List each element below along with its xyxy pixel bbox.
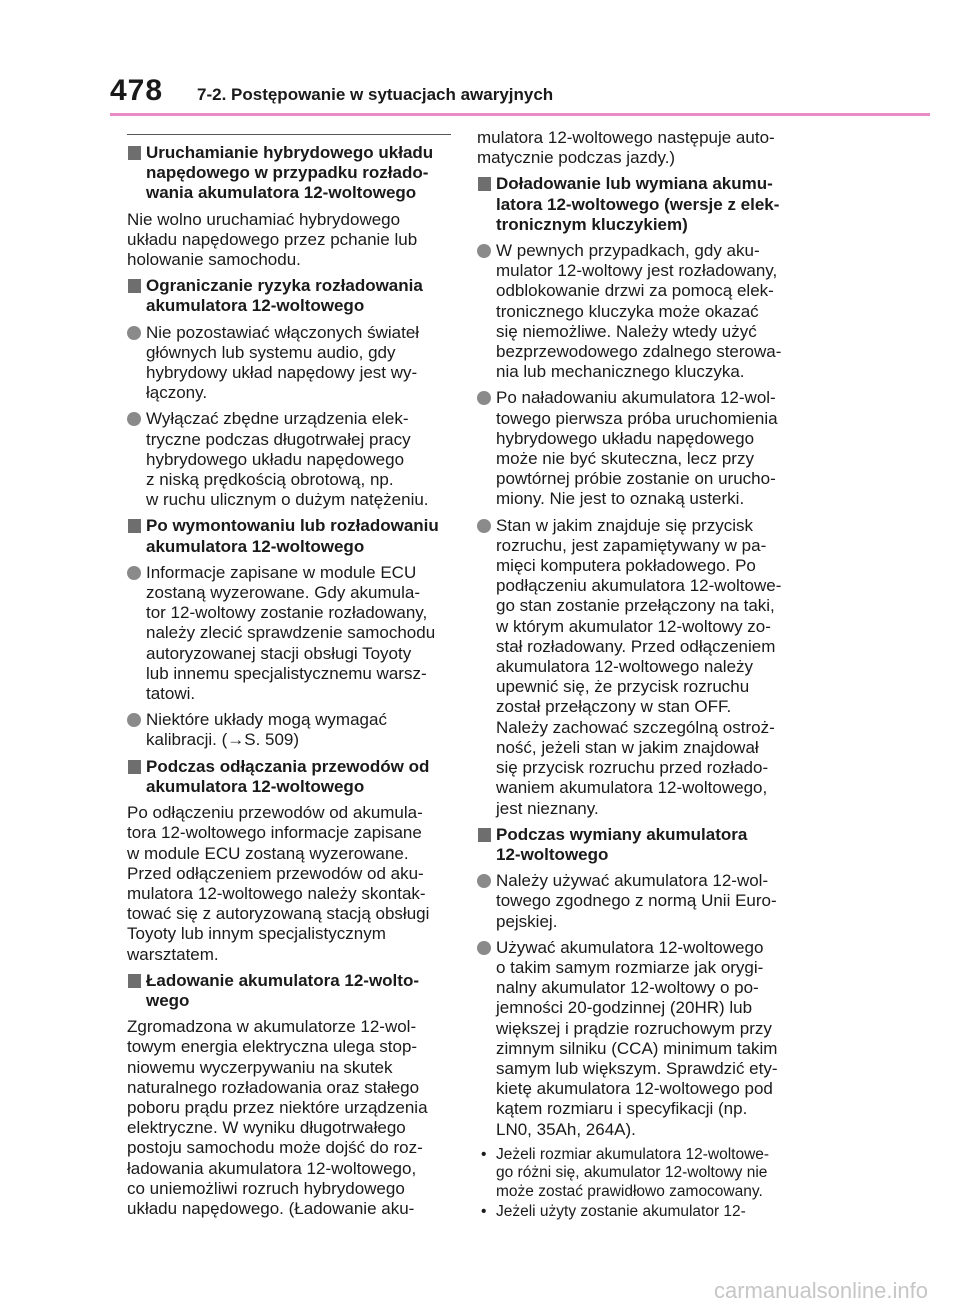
text-line: powtórnej próbie zostanie on urucho-: [496, 469, 776, 489]
left-column: [127, 140, 457, 1225]
bullet-item: [127, 710, 457, 750]
text-line: tować się z autoryzowaną stacją obsługi: [127, 904, 430, 924]
text-line: o takim samym rozmiarze jak orygi-: [496, 957, 764, 977]
section-heading: [127, 143, 457, 204]
paragraph: [477, 128, 807, 168]
text-line: hybrydowego układu napędowego: [146, 449, 405, 469]
small-bullet-icon: •: [481, 1202, 487, 1220]
section-title: 7-2. Postępowanie w sytuacjach awaryjnych: [197, 85, 554, 104]
text-line: elektryczne. W wyniku długotrwałego: [127, 1118, 406, 1138]
text-line: nia lub mechanicznego kluczyka.: [496, 362, 745, 382]
text-line: tronicznym kluczykiem): [496, 214, 688, 234]
text-line: naturalnego rozładowania oraz stałego: [127, 1077, 420, 1097]
paragraph: [127, 803, 457, 965]
small-bullet-icon: •: [481, 1145, 487, 1163]
header-rule: [110, 113, 930, 116]
text-line: matycznie podczas jazdy.): [477, 148, 676, 168]
text-line: Przed odłączeniem przewodów od aku-: [127, 863, 424, 883]
text-line: został przełączony w stan OFF.: [496, 697, 732, 717]
text-line: tor 12-woltowy zostanie rozładowany,: [146, 603, 428, 623]
page-number: 478: [110, 74, 164, 107]
text-line: łączony.: [146, 383, 208, 403]
text-line: Podczas odłączania przewodów od: [146, 756, 430, 776]
text-line: odblokowanie drzwi za pomocą elek-: [496, 281, 774, 301]
text-line: Po odłączeniu przewodów od akumula-: [127, 803, 423, 823]
bullet-dot-icon: [477, 244, 491, 258]
text-line: waniem akumulatora 12-woltowego,: [496, 778, 768, 798]
text-line: mulatora 12-woltowego należy skontak-: [127, 883, 426, 903]
text-line: kalibracji. (→S. 509): [146, 730, 300, 750]
text-line: Nie wolno uruchamiać hybrydowego: [127, 209, 401, 229]
text-line: Toyoty lub innym specjalistycznym: [127, 924, 386, 944]
text-line: zostaną wyzerowane. Gdy akumula-: [146, 583, 421, 603]
text-line: go stan zostanie przełączony na taki,: [496, 596, 775, 616]
text-line: co uniemożliwi rozruch hybrydowego: [127, 1178, 405, 1198]
text-line: Po wymontowaniu lub rozładowaniu: [146, 516, 439, 536]
text-line: Wyłączać zbędne urządzenia elek-: [146, 409, 409, 429]
paragraph: [127, 210, 457, 271]
bullet-item: [127, 323, 457, 404]
text-line: holowanie samochodu.: [127, 250, 301, 270]
text-line: Niektóre układy mogą wymagać: [146, 710, 387, 730]
square-marker-icon: [128, 279, 141, 293]
text-line: warsztatem.: [127, 944, 219, 964]
text-line: tora 12-woltowego informacje zapisane: [127, 823, 422, 843]
right-column: [477, 128, 807, 1223]
text-line: kątem rozmiaru i specyfikacji (np.: [496, 1099, 748, 1119]
text-line: towym energia elektryczna ulega stop-: [127, 1037, 418, 1057]
text-line: akumulatora 12-woltowego należy: [496, 657, 754, 677]
dash-item: [477, 1203, 807, 1221]
text-line: Ograniczanie ryzyka rozładowania: [146, 276, 423, 296]
text-line: towego zgodnego z normą Unii Euro-: [496, 891, 777, 911]
bullet-item: [477, 516, 807, 819]
text-line: W pewnych przypadkach, gdy aku-: [496, 241, 760, 261]
square-marker-icon: [128, 974, 141, 988]
text-line: się niemożliwe. Należy wtedy użyć: [496, 321, 757, 341]
text-line: tryczne podczas długotrwałej pracy: [146, 429, 411, 449]
text-line: akumulatora 12-woltowego: [146, 776, 365, 796]
square-marker-icon: [128, 519, 141, 533]
square-marker-icon: [478, 177, 491, 191]
square-marker-icon: [128, 146, 141, 160]
text-line: układu napędowego przez pchanie lub: [127, 229, 418, 249]
text-line: niowemu wyczerpywaniu na skutek: [127, 1057, 393, 1077]
text-line: mulatora 12-woltowego następuje auto-: [477, 128, 775, 147]
text-line: w którym akumulator 12-woltowy zo-: [496, 616, 771, 636]
text-line: jest nieznany.: [496, 798, 599, 818]
text-line: Informacje zapisane w module ECU: [146, 562, 417, 582]
text-line: akumulatora 12-woltowego: [146, 296, 365, 316]
square-marker-icon: [128, 760, 141, 774]
dash-item: [477, 1146, 807, 1201]
bullet-dot-icon: [127, 412, 141, 426]
text-line: ność, jeżeli stan w jakim znajdował: [496, 737, 759, 757]
text-line: należy zlecić sprawdzenie samochodu: [146, 623, 436, 643]
text-line: mulator 12-woltowy jest rozładowany,: [496, 261, 778, 281]
bullet-dot-icon: [127, 566, 141, 580]
section-heading: [477, 825, 807, 865]
text-line: większej i prądzie rozruchowym przy: [496, 1018, 772, 1038]
bullet-dot-icon: [127, 326, 141, 340]
bullet-item: [477, 938, 807, 1140]
text-line: LN0, 35Ah, 264A).: [496, 1119, 636, 1139]
section-heading: [127, 757, 457, 797]
text-line: postoju samochodu może dojść do roz-: [127, 1138, 423, 1158]
text-line: może nie być skuteczna, lecz przy: [496, 449, 754, 469]
bullet-dot-icon: [477, 391, 491, 405]
text-line: hybrydowego układu napędowego: [496, 428, 755, 448]
text-line: układu napędowego. (Ładowanie aku-: [127, 1198, 415, 1218]
section-heading: [127, 276, 457, 316]
text-line: Należy zachować szczególną ostroż-: [496, 717, 775, 737]
text-line: głównych lub systemu audio, gdy: [146, 342, 396, 362]
text-line: napędowego w przypadku rozłado-: [146, 163, 429, 183]
section-heading: [127, 971, 457, 1011]
text-line: Po naładowaniu akumulatora 12-wol-: [496, 388, 776, 408]
bullet-dot-icon: [127, 713, 141, 727]
text-line: Jeżeli użyty zostanie akumulator 12-: [496, 1202, 746, 1220]
text-line: autoryzowanej stacji obsługi Toyoty: [146, 643, 412, 663]
bullet-dot-icon: [477, 874, 491, 888]
bullet-item: [477, 871, 807, 932]
bullet-dot-icon: [477, 941, 491, 955]
text-line: stał rozładowany. Przed odłączeniem: [496, 636, 776, 656]
text-line: Jeżeli rozmiar akumulatora 12-woltowe-: [496, 1145, 770, 1163]
text-line: kietę akumulatora 12-woltowego pod: [496, 1079, 773, 1099]
text-line: pejskiej.: [496, 911, 558, 931]
text-line: mięci komputera pokładowego. Po: [496, 556, 756, 576]
text-line: akumulatora 12-woltowego: [146, 536, 365, 556]
text-line: Podczas wymiany akumulatora: [496, 824, 748, 844]
text-line: Nie pozostawiać włączonych świateł: [146, 322, 420, 342]
text-line: go różni się, akumulator 12-woltowy nie: [496, 1164, 768, 1182]
text-line: w module ECU zostaną wyzerowane.: [127, 843, 409, 863]
text-line: 12-woltowego: [496, 844, 609, 864]
text-line: ładowania akumulatora 12-woltowego,: [127, 1158, 417, 1178]
text-line: miony. Nie jest to oznaką usterki.: [496, 489, 745, 509]
text-line: w ruchu ulicznym o dużym natężeniu.: [146, 490, 429, 510]
text-line: Należy używać akumulatora 12-wol-: [496, 871, 769, 891]
square-marker-icon: [478, 828, 491, 842]
bullet-item: [127, 563, 457, 704]
text-line: wania akumulatora 12-woltowego: [146, 183, 417, 203]
text-line: upewnić się, że przycisk rozruchu: [496, 677, 750, 697]
text-line: lub innemu specjalistycznemu warsz-: [146, 663, 427, 683]
text-line: bezprzewodowego zdalnego sterowa-: [496, 342, 782, 362]
bullet-dot-icon: [477, 519, 491, 533]
text-line: nalny akumulator 12-woltowy o po-: [496, 978, 759, 998]
text-line: się przycisk rozruchu przed rozłado-: [496, 758, 769, 778]
text-line: tronicznego kluczyka może okazać: [496, 301, 759, 321]
text-line: poboru prądu przez niektóre urządzenia: [127, 1097, 428, 1117]
text-line: rozruchu, jest zapamiętywany w pa-: [496, 535, 767, 555]
bullet-item: [127, 409, 457, 510]
text-line: Ładowanie akumulatora 12-wolto-: [146, 970, 419, 990]
paragraph: [127, 1017, 457, 1219]
section-heading: [477, 174, 807, 235]
text-line: wego: [146, 990, 190, 1010]
text-line: może zostać prawidłowo zamocowany.: [496, 1182, 763, 1200]
text-line: towego pierwsza próba uruchomienia: [496, 408, 778, 428]
text-line: Zgromadzona w akumulatorze 12-wol-: [127, 1017, 417, 1037]
bullet-item: [477, 241, 807, 382]
text-line: z niską prędkością obrotową, np.: [146, 470, 394, 490]
section-heading: [127, 516, 457, 556]
column-rule: [127, 134, 451, 135]
text-line: latora 12-woltowego (wersje z elek-: [496, 194, 780, 214]
text-line: samym lub większym. Sprawdzić ety-: [496, 1058, 778, 1078]
text-line: tatowi.: [146, 684, 196, 704]
text-line: hybrydowy układ napędowy jest wy-: [146, 363, 418, 383]
text-line: zimnym silniku (CCA) minimum takim: [496, 1038, 778, 1058]
text-line: Stan w jakim znajduje się przycisk: [496, 515, 753, 535]
watermark: carmanualsonline.info: [713, 1278, 928, 1303]
text-line: Doładowanie lub wymiana akumu-: [496, 174, 773, 194]
text-line: Uruchamianie hybrydowego układu: [146, 143, 434, 162]
text-line: podłączeniu akumulatora 12-woltowe-: [496, 576, 782, 596]
text-line: Używać akumulatora 12-woltowego: [496, 937, 764, 957]
text-line: jemności 20-godzinnej (20HR) lub: [496, 998, 753, 1018]
bullet-item: [477, 388, 807, 509]
